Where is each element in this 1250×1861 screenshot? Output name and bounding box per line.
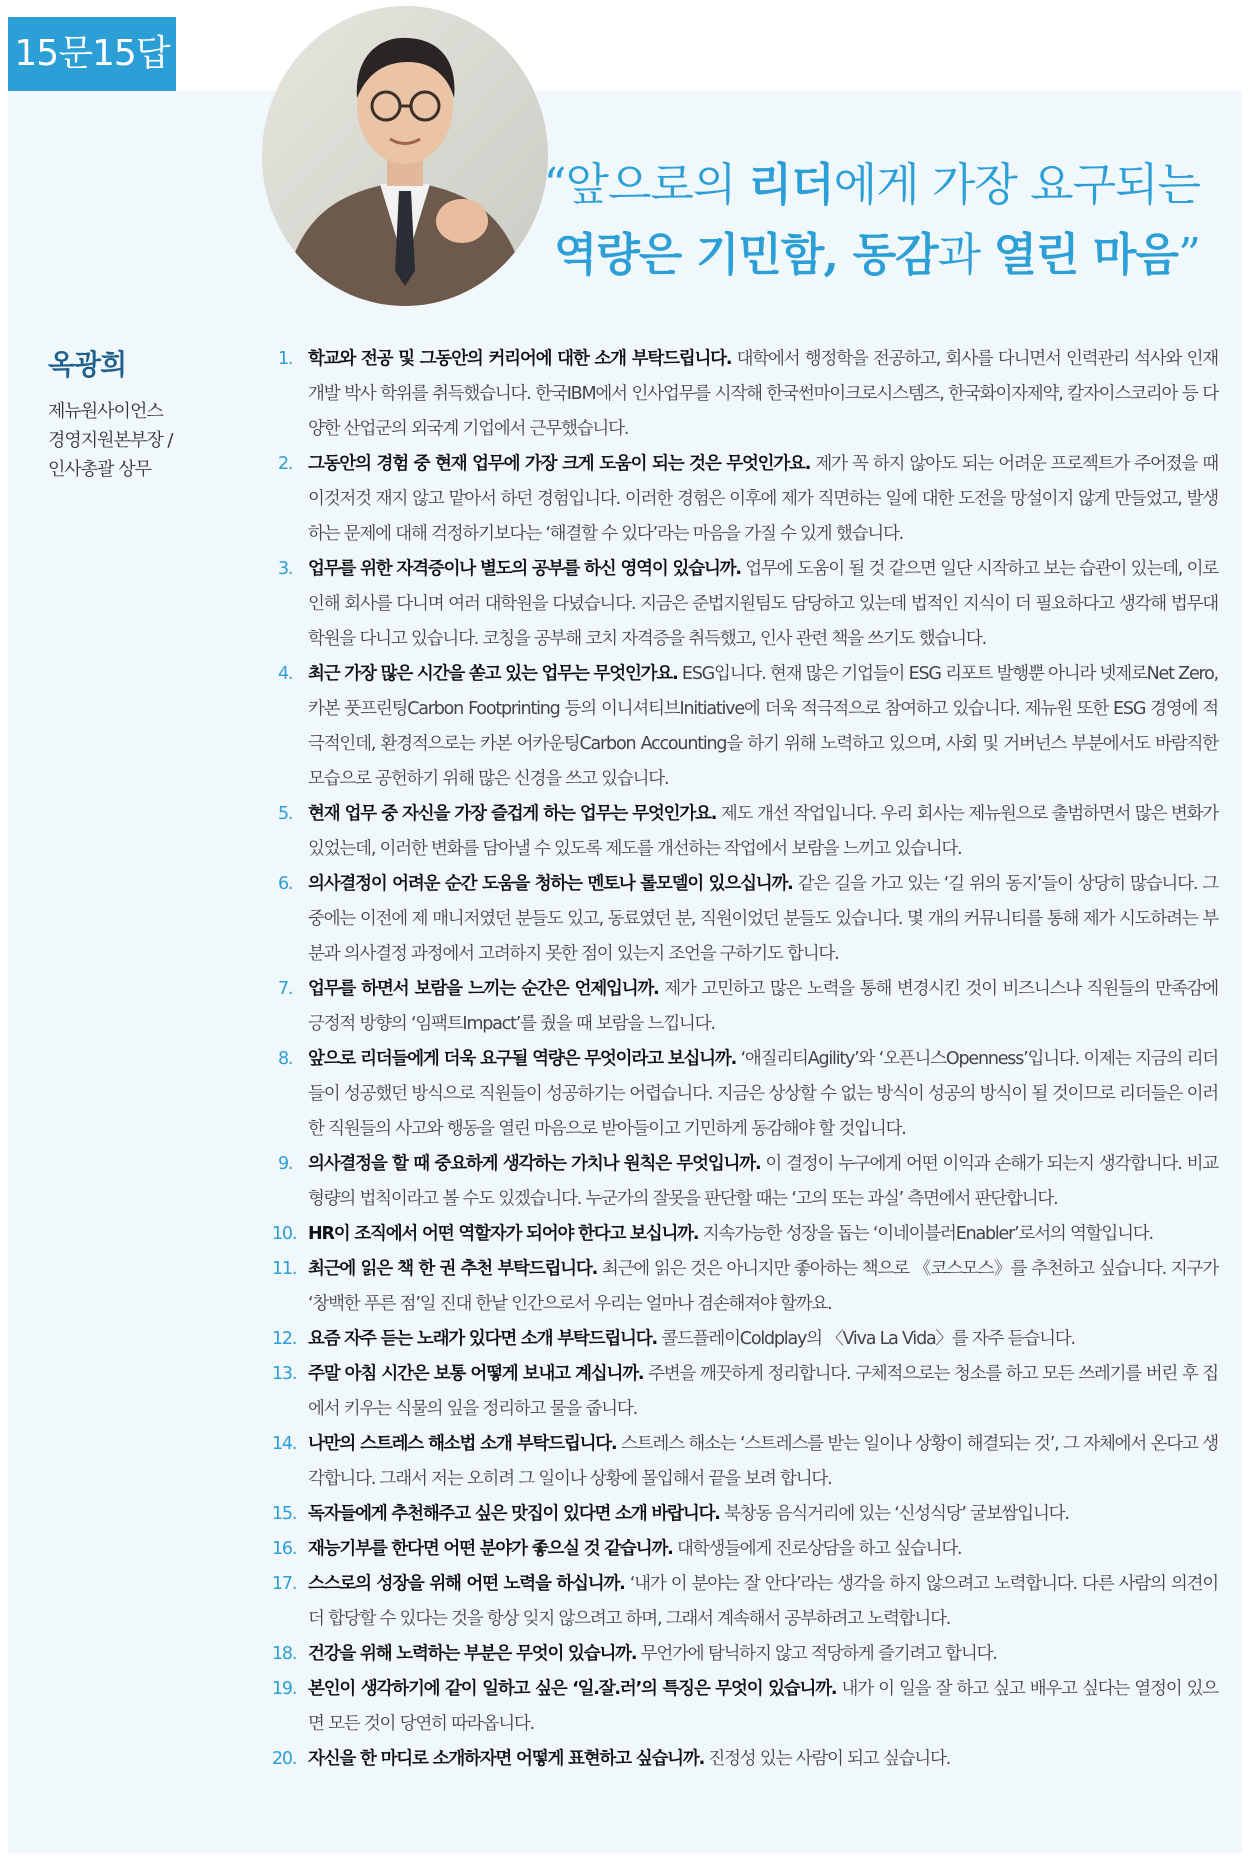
qa-number: 19. <box>272 1679 297 1699</box>
qa-question: 재능기부를 한다면 어떤 분야가 좋으실 것 같습니까. <box>308 1539 673 1559</box>
qa-number: 4. <box>278 664 293 684</box>
qa-item <box>278 342 1218 447</box>
qa-question: 학교와 전공 및 그동안의 커리어에 대한 소개 부탁드립니다. <box>308 349 732 369</box>
qa-question: 최근에 읽은 책 한 권 추천 부탁드립니다. <box>308 1259 598 1279</box>
qa-question: 의사결정이 어려운 순간 도움을 청하는 멘토나 롤모델이 있으십니까. <box>308 874 793 894</box>
qa-number: 3. <box>278 559 293 579</box>
qa-answer: 주변을 깨끗하게 정리합니다. 구체적으로는 청소를 하고 모든 쓰레기를 버린 후 집에서 키우는 식물의 잎을 정리하고 물을 줍니다. <box>308 1364 1218 1419</box>
qa-answer: 진정성 있는 사람이 되고 싶습니다. <box>704 1749 951 1769</box>
qa-number: 10. <box>272 1224 297 1244</box>
qa-answer: 지속가능한 성장을 돕는 ‘이네이블러Enabler’로서의 역할입니다. <box>698 1224 1153 1244</box>
qa-number: 8. <box>278 1049 293 1069</box>
qa-number: 1. <box>278 349 293 369</box>
profile-role: 인사총괄 상무 <box>48 459 152 480</box>
qa-question: 나만의 스트레스 해소법 소개 부탁드립니다. <box>308 1434 617 1454</box>
qa-item <box>272 1497 1218 1532</box>
qa-answer: 스트레스 해소는 ‘스트레스를 받는 일이나 상황이 해결되는 것’, 그 자체에서 온다고 생각합니다. 그래서 저는 오히려 그 일이나 상황에 몰입해서 끝을 보려 합니다. <box>308 1434 1218 1489</box>
qa-answer: 이 결정이 누구에게 어떤 이익과 손해가 되는지 생각합니다. 비교형량의 법칙이라고 볼 수도 있겠습니다. 누군가의 잘못을 판단할 때는 ‘고의 또는 과실’ 측면에서 판단합니다. <box>308 1154 1218 1209</box>
qa-number: 9. <box>278 1154 293 1174</box>
qa-list <box>272 342 1218 1777</box>
qa-answer: 콜드플레이Coldplay의 〈Viva La Vida〉를 자주 듣습니다. <box>656 1329 1075 1349</box>
qa-answer: 대학에서 행정학을 전공하고, 회사를 다니면서 인력관리 석사와 인재개발 박사 학위를 취득했습니다. 한국IBM에서 인사업무를 시작해 한국썬마이크로시스템즈, 한국화이자제약, 칼자이스코리아 등 다양한 산업군의 외국계 기업에서 근무했습니다. <box>308 349 1218 439</box>
interviewee-profile <box>48 343 248 484</box>
header-band <box>8 8 1242 90</box>
qa-answer: 제도 개선 작업입니다. 우리 회사는 제뉴원으로 출범하면서 많은 변화가 있었는데, 이러한 변화를 담아낼 수 있도록 제도를 개선하는 작업에서 보람을 느끼고 있습니다. <box>308 804 1218 859</box>
qa-question: 주말 아침 시간은 보통 어떻게 보내고 계십니까. <box>308 1364 644 1384</box>
qa-item <box>272 1532 1218 1567</box>
qa-item <box>272 1217 1218 1252</box>
qa-answer: 제가 고민하고 많은 노력을 통해 변경시킨 것이 비즈니스나 직원들의 만족감에 긍정적 방향의 ‘임팩트Impact’를 줬을 때 보람을 느낍니다. <box>308 979 1218 1034</box>
qa-item <box>278 447 1218 552</box>
qa-number: 17. <box>272 1574 297 1594</box>
qa-question: 그동안의 경험 중 현재 업무에 가장 크게 도움이 되는 것은 무엇인가요. <box>308 454 811 474</box>
qa-question: 앞으로 리더들에게 더욱 요구될 역량은 무엇이라고 보십니까. <box>308 1049 737 1069</box>
qa-item <box>272 1322 1218 1357</box>
qa-number: 11. <box>272 1259 297 1279</box>
qa-number: 18. <box>272 1644 297 1664</box>
qa-item <box>272 1567 1218 1637</box>
qa-number: 14. <box>272 1434 297 1454</box>
qa-item <box>272 1252 1218 1322</box>
qa-question: 업무를 위한 자격증이나 별도의 공부를 하신 영역이 있습니까. <box>308 559 741 579</box>
qa-item <box>278 867 1218 972</box>
qa-number: 12. <box>272 1329 297 1349</box>
portrait-photo <box>262 6 548 306</box>
qa-item <box>272 1427 1218 1497</box>
qa-number: 5. <box>278 804 293 824</box>
profile-company: 제뉴원사이언스 <box>48 401 163 422</box>
qa-number: 2. <box>278 454 293 474</box>
qa-item <box>278 797 1218 867</box>
qa-question: 의사결정을 할 때 중요하게 생각하는 가치나 원칙은 무엇입니까. <box>308 1154 761 1174</box>
interviewee-name: 옥광희 <box>48 348 127 381</box>
qa-answer: 대학생들에게 진로상담을 하고 싶습니다. <box>672 1539 962 1559</box>
qa-question: 자신을 한 마디로 소개하자면 어떻게 표현하고 싶습니까. <box>308 1749 705 1769</box>
qa-item <box>272 1742 1218 1777</box>
qa-answer: 내가 이 일을 잘 하고 싶고 배우고 싶다는 열정이 있으면 모든 것이 당연히 따라옵니다. <box>308 1679 1218 1734</box>
qa-item <box>272 1357 1218 1427</box>
qa-question: 독자들에게 추천해주고 싶은 맛집이 있다면 소개 바랍니다. <box>308 1504 720 1524</box>
qa-answer: 최근에 읽은 것은 아니지만 좋아하는 책으로 《코스모스》를 추천하고 싶습니다. 지구가 ‘창백한 푸른 점’일 진대 한낱 인간으로서 우리는 얼마나 겸손해져야 할까요. <box>308 1259 1218 1314</box>
qa-question: 요즘 자주 듣는 노래가 있다면 소개 부탁드립니다. <box>308 1329 657 1349</box>
qa-question: 업무를 하면서 보람을 느끼는 순간은 언제입니까. <box>308 979 659 999</box>
qa-question: 본인이 생각하기에 같이 일하고 싶은 ‘일.잘.러’의 특징은 무엇이 있습니까. <box>308 1679 837 1699</box>
qa-question: 최근 가장 많은 시간을 쏟고 있는 업무는 무엇인가요. <box>308 664 678 684</box>
qa-answer: 업무에 도움이 될 것 같으면 일단 시작하고 보는 습관이 있는데, 이로 인해 회사를 다니며 여러 대학원을 다녔습니다. 지금은 준법지원팀도 담당하고 있는데 법적인 지식이 더 필요하다고 생각해 법무대학원을 다니고 있습니다. 코칭을 공부해 코치 자격증을 취득했고, 인사 관련 책을 쓰기도 했습니다. <box>308 559 1218 649</box>
qa-item <box>278 1147 1218 1217</box>
qa-item <box>272 1637 1218 1672</box>
profile-position: 경영지원본부장 / <box>48 430 173 451</box>
qa-number: 6. <box>278 874 293 894</box>
qa-number: 16. <box>272 1539 297 1559</box>
qa-number: 20. <box>272 1749 297 1769</box>
qa-number: 7. <box>278 979 293 999</box>
qa-item <box>278 1042 1218 1147</box>
qa-question: HR이 조직에서 어떤 역할자가 되어야 한다고 보십니까. <box>308 1224 699 1244</box>
qa-item <box>272 1672 1218 1742</box>
qa-question: 스스로의 성장을 위해 어떤 노력을 하십니까. <box>308 1574 625 1594</box>
qa-answer: 무언가에 탐닉하지 않고 적당하게 즐기려고 합니다. <box>636 1644 997 1664</box>
qa-question: 건강을 위해 노력하는 부분은 무엇이 있습니까. <box>308 1644 637 1664</box>
qa-answer: ‘애질리티Agility’와 ‘오픈니스Openness’입니다. 이제는 지금의 리더들이 성공했던 방식으로 직원들이 성공하기는 어렵습니다. 지금은 상상할 수 없는 방식이 성공의 방식이 될 것이므로 리더들은 이러한 직원들의 사고와 행동을 열린 마음으로 받아들이고 기민하게 동감해야 할 것입니다. <box>308 1049 1218 1139</box>
qa-number: 13. <box>272 1364 297 1384</box>
qa-answer: 북창동 음식거리에 있는 ‘신성식당’ 굴보쌈입니다. <box>719 1504 1069 1524</box>
qa-item <box>278 552 1218 657</box>
qa-item <box>278 972 1218 1042</box>
qa-question: 현재 업무 중 자신을 가장 즐겁게 하는 업무는 무엇인가요. <box>308 804 717 824</box>
qa-item <box>278 657 1218 797</box>
qa-answer: ‘내가 이 분야는 잘 안다’라는 생각을 하지 않으려고 노력합니다. 다른 사람의 의견이 더 합당할 수 있다는 것을 항상 잊지 않으려고 하며, 그래서 계속해서 공부하려고 노력합니다. <box>308 1574 1218 1629</box>
qa-answer: 제가 꼭 하지 않아도 되는 어려운 프로젝트가 주어졌을 때 이것저것 재지 않고 맡아서 하던 경험입니다. 이러한 경험은 이후에 제가 직면하는 일에 대한 도전을 망설이지 않게 만들었고, 발생하는 문제에 대해 걱정하기보다는 ‘해결할 수 있다’라는 마음을 가질 수 있게 했습니다. <box>308 454 1218 544</box>
section-tag: 15문15답 <box>8 17 176 91</box>
headline-quote: “앞으로의 리더에게 가장 요구되는 역량은 기민함, 동감과 열린 마음” <box>543 158 1200 281</box>
qa-answer: ESG입니다. 현재 많은 기업들이 ESG 리포트 발행뿐 아니라 넷제로Net Zero, 카본 풋프린팅Carbon Footprinting 등의 이니셔티브Initiative에 더욱 적극적으로 참여하고 있습니다. 제뉴원 또한 ESG 경영에 적극적인데, 환경적으로는 카본 어카운팅Carbon Accounting을 하기 위해 노력하고 있으며, 사회 및 거버넌스 부분에서도 바람직한 모습으로 공헌하기 위해 많은 신경을 쓰고 있습니다. <box>308 664 1218 789</box>
qa-answer: 같은 길을 가고 있는 ‘길 위의 동지’들이 상당히 많습니다. 그중에는 이전에 제 매니저였던 분들도 있고, 동료였던 분, 직원이었던 분들도 있습니다. 몇 개의 커뮤니티를 통해 제가 시도하려는 부분과 의사결정 과정에서 고려하지 못한 점이 있는지 조언을 구하기도 합니다. <box>308 874 1218 964</box>
qa-number: 15. <box>272 1504 297 1524</box>
